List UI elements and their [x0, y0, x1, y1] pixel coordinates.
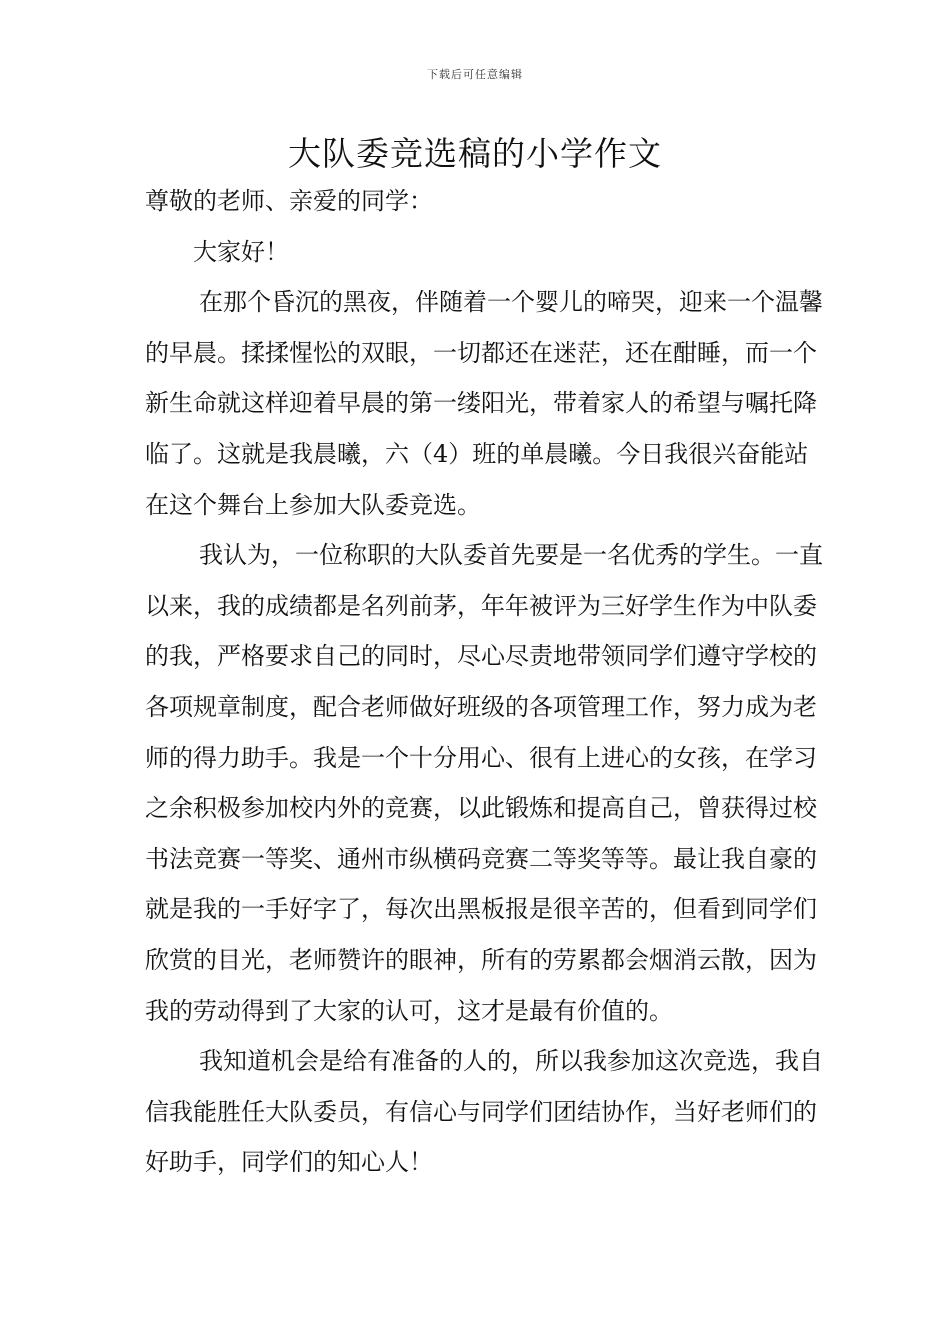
header-note: 下载后可任意编辑 [427, 68, 523, 81]
paragraph-2: 我认为，一位称职的大队委首先要是一名优秀的学生。一直以来，我的成绩都是名列前茅，年年被评为三好学生作为中队委的我，严格要求自己的同时，尽心尽责地带领同学们遵守学校的各项规章制度，配合老师做好班级的各项管理工作，努力成为老师的得力助手。我是一个十分用心、很有上进心的女孩，在学习之余积极参加校内外的竞赛，以此锻炼和提高自己，曾获得过校书法竞赛一等奖、通州市纵横码竞赛二等奖等等。最让我自豪的就是我的一手好字了，每次出黑板报是很辛苦的，但看到同学们欣赏的目光，老师赞许的眼神，所有的劳累都会烟消云散，因为我的劳动得到了大家的认可，这才是最有价值的。 [145, 541, 823, 1025]
greeting: 大家好！ [193, 237, 289, 266]
document-body [145, 176, 825, 1188]
document-title: 大队委竞选稿的小学作文 [288, 134, 662, 173]
paragraph-3: 我知道机会是给有准备的人的，所以我参加这次竞选，我自信我能胜任大队委员，有信心与同学们团结协作，当好老师们的好助手，同学们的知心人！ [145, 1047, 823, 1177]
salutation: 尊敬的老师、亲爱的同学： [145, 187, 433, 215]
paragraph-1: 在那个昏沉的黑夜，伴随着一个婴儿的啼哭，迎来一个温馨的早晨。揉揉惺忪的双眼，一切都还在迷茫，还在酣睡，而一个新生命就这样迎着早晨的第一缕阳光，带着家人的希望与嘱托降临了。这就是我晨曦，六（4）班的单晨曦。今日我很兴奋能站在这个舞台上参加大队委竞选。 [145, 288, 823, 519]
